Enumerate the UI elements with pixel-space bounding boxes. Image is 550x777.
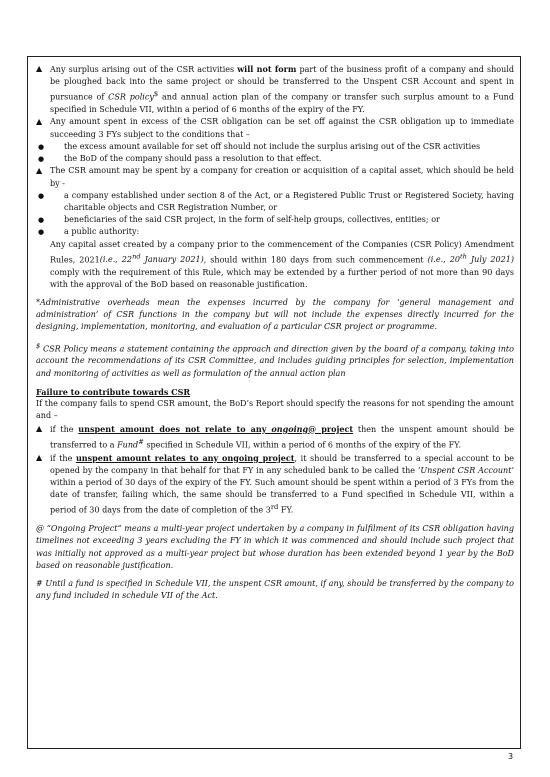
triangle-up-icon: ▲	[36, 452, 43, 462]
bullet-item-surplus	[36, 63, 514, 116]
triangle-up-icon: ▲	[36, 423, 43, 433]
capital-asset-continuation: Any capital asset created by a company prior to the commencement of the Companies (CSR Policy) Amendment Rules, 2021(i.e., 22nd January 2021), should within 180 days from such commencement (i.e., 20th July 2021) comply with the requirement of this Rule, which may be extended by a further period of not more than 90 days with the approval of the BoD based on reasonable justification.	[50, 239, 515, 289]
bullet-dot-icon: ●	[38, 155, 45, 164]
triangle-up-icon: ▲	[36, 166, 43, 176]
note-csr-policy: $ CSR Policy means a statement containing the approach and direction given by the board of a company, taking into account the recommendations of its CSR Committee, and includes guiding principles for selection, implementation and monitoring of activities as well as formulation of the annual action plan	[36, 341, 514, 378]
bullet-text: Any amount spent in excess of the CSR obligation can be set off against the CSR obligation up to immediate succeeding 3 FYs subject to the conditions that –	[50, 117, 514, 139]
section-intro: If the company fails to spend CSR amount, the BoD’s Report should specify the reasons for not spending the amount and –	[36, 399, 514, 421]
note-admin-overheads: *Administrative overheads mean the expenses incurred by the company for ‘general management and administration’ of CSR functions in the company but will not include the expenses directly incurred for the designing, implementation, monitoring, and evaluation of a particular CSR project or programme.	[36, 298, 514, 332]
bullet-text: The CSR amount may be spent by a company for creation or acquisition of a capital asset, which should be held by -	[50, 166, 514, 188]
sub-item: ● beneficiaries of the said CSR project, in the form of self-help groups, collectives, entities; or	[36, 214, 514, 226]
bullet-dot-icon: ●	[38, 191, 45, 200]
bullet-text: if the unspent amount does not relate to any ongoing@ project then the unspent amount should be transferred to a Fund# specified in Schedule VII, within a period of 6 months of the expiry of the FY.	[50, 423, 514, 450]
bullet-dot-icon: ●	[38, 142, 45, 151]
bullet-text: Any surplus arising out of the CSR activities will not form part of the business profit of a company and should be ploughed back into the same project or should be transferred to the Unspent CSR Account and spent in pursuance of CSR policy$ and annual action plan of the company or transfer such surplus amount to a Fund specified in Schedule VII, within a period of 6 months of the expiry of the FY.	[50, 64, 515, 115]
sub-item: ● the BoD of the company should pass a resolution to that effect.	[36, 153, 514, 165]
bullet-text: if the unspent amount relates to any ongoing project, it should be transferred to a special account to be opened by the company in that behalf for that FY in any scheduled bank to be called the ‘Unspent CSR Account’ within a period of 30 days of the expiry of the FY. Such amount should be spent within a period of 3 FYs from the date of transfer, failing which, the same should be transferred to a Fund specified in Schedule VII, within a period of 30 days from the date of completion of the 3rd FY.	[50, 452, 514, 516]
bullet-dot-icon: ●	[38, 228, 45, 237]
note-unspent-fund: # Until a fund is specified in Schedule VII, the unspent CSR amount, if any, should be transferred by the company to any fund included in schedule VII of the Act.	[36, 579, 514, 601]
sub-item: ● a public authority:	[36, 226, 514, 238]
bullet-dot-icon: ●	[38, 216, 45, 225]
sub-item: ● the excess amount available for set off should not include the surplus arising out of the CSR activities	[36, 141, 514, 153]
bullet-item-unspent-ongoing	[36, 452, 514, 518]
bullet-item-unspent-not-ongoing	[36, 423, 514, 452]
note-ongoing-project: @ “Ongoing Project” means a multi-year project undertaken by a company in fulfilment of its CSR obligation having timelines not exceeding 3 years excluding the FY in which it was commenced and should include such project that was initially not approved as a multi-year project but whose duration has been extended beyond 1 year by the BoD based on reasonable justification.	[36, 524, 514, 570]
bullet-item-excess-spend	[36, 116, 514, 140]
page-frame	[27, 56, 521, 749]
triangle-up-icon: ▲	[36, 117, 43, 127]
section-heading: Failure to contribute towards CSR	[36, 386, 191, 397]
bullet-item-capital-asset	[36, 165, 514, 189]
sub-item: ● a company established under section 8 of the Act, or a Registered Public Trust or Registered Society, having charitable objects and CSR Registration Number, or	[36, 190, 514, 214]
page-number: 3	[508, 752, 514, 761]
triangle-up-icon: ▲	[36, 64, 43, 73]
